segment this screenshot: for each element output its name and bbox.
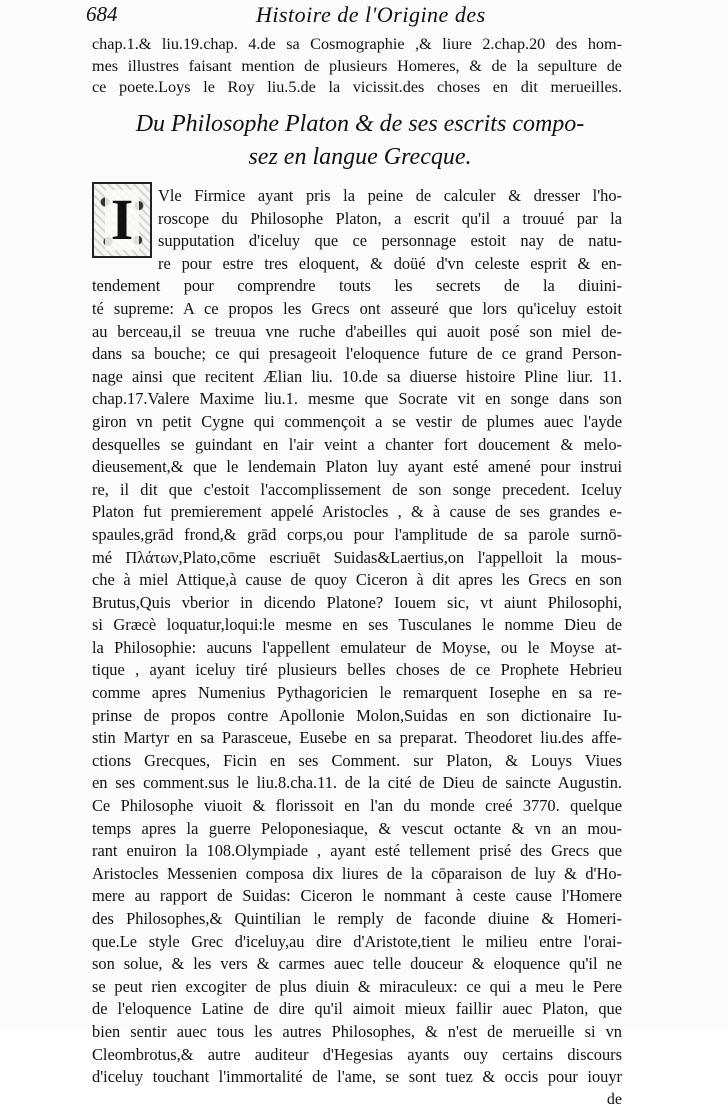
running-head: Histoire de l'Origine des xyxy=(256,2,486,27)
text-line: Brutus,Quis vberior in dicendo Platone? Iouem sic, vt aiunt Philosophi, xyxy=(92,592,622,612)
catchword: de xyxy=(606,1090,622,1108)
text-line: chap.17.Valere Maxime liu.1. mesme que Socrate vit en songe dans son xyxy=(92,389,622,409)
text-line: re, il dit que c'estoit l'accomplissement de son songe precedent. Iceluy xyxy=(92,479,622,499)
text-line: dieusement,& que le lendemain Platon luy ayant esté amené pour instrui xyxy=(92,457,622,477)
text-line: stin Martyr en sa Parasceue, Eusebe en sa preparat. Theodoret liu.des affe- xyxy=(92,728,622,748)
text-line: Vle Firmice ayant pris la peine de calculer & dresser l'ho- xyxy=(158,186,622,205)
section-heading xyxy=(130,108,590,174)
page-number: 684 xyxy=(86,2,118,26)
text-line: re pour estre tres eloquent, & doüé d'vn celeste esprit & en- xyxy=(158,253,622,273)
text-line: Ce Philosophe viuoit & florissoit en l'an du monde creé 3770. quelque xyxy=(92,796,622,816)
text-line: té supreme: A ce propos les Grecs ont asseuré que lors qu'iceluy estoit xyxy=(92,298,622,318)
text-line: desquelles se guindant en l'air veint a chanter fort doucement & melo- xyxy=(92,434,622,454)
text-line: tendement pour comprendre touts les secrets de la diuini- xyxy=(92,276,622,296)
text-line: bien sentir auec tous les autres Philosophes, & n'est de merueille si vn xyxy=(92,1021,622,1041)
text-line: roscope du Philosophe Platon, a escrit qu'il a trouué par la xyxy=(158,208,622,228)
text-line: la Philosophie: aucuns l'appellent emulateur de Moyse, ou le Moyse at- xyxy=(92,637,622,657)
section-heading-line-1: Du Philosophe Platon & de ses escrits compo- xyxy=(135,111,585,137)
text-line: si Græcè loquatur,loqui:le mesme en ses Tusculanes le nomme Dieu de xyxy=(92,615,622,635)
text-line: nage ainsi que recitent Ælian liu. 10.de sa diuerse histoire Pline liur. 11. xyxy=(92,366,622,386)
text-line: supputation d'iceluy que ce personnage estoit nay de natu- xyxy=(158,231,622,251)
body-paragraph xyxy=(92,185,622,1111)
page-header xyxy=(86,2,626,32)
text-line: son solue, & les vers & carmes auec telle douceur & eloquence qu'il ne xyxy=(92,954,622,974)
text-line: prinse de propos contre Apollonie Molon,Suidas en son dictionaire Iu- xyxy=(92,705,622,725)
carry-over-paragraph xyxy=(92,34,622,99)
text-line: che à miel Attique,à cause de quoy Ciceron à dit apres les Grecs en son xyxy=(92,570,622,590)
text-line: au berceau,il se treuua vne ruche d'abeilles qui auoit posé son miel de- xyxy=(92,321,622,341)
text-line: dans sa bouche; ce qui presageoit l'eloquence future de ce grand Person- xyxy=(92,344,622,364)
text-line: comme apres Numenius Pythagoricien le remarquent Iosephe en sa re- xyxy=(92,683,622,703)
text-line: de l'eloquence Latine de dire qu'il aimoit mieux faillir auec Platon, que xyxy=(92,999,622,1019)
text-line: rant enuiron la 108.Olympiade , ayant esté tellement prisé des Grecs que xyxy=(92,841,622,861)
text-line: giron vn petit Cygne qui commençoit a se vestir de plumes auec l'ayde xyxy=(92,411,622,431)
text-line: se peut rien excogiter de plus diuin & miraculeux: ce qui a meu le Pere xyxy=(92,976,622,996)
text-line: tique , ayant iceluy tiré plusieurs belles choses de ce Prophete Hebrieu xyxy=(92,660,622,680)
text-line: ctions Grecques, Ficin en ses Comment. sur Platon, & Louys Viues xyxy=(92,750,622,770)
text-line: mes illustres faisant mention de plusieurs Homeres, & de la sepulture de xyxy=(92,56,622,75)
text-line: que.Le style Grec d'iceluy,au dire d'Aristote,tient le milieu entre l'orai- xyxy=(92,931,622,951)
text-line: Aristocles Messenien composa dix liures de la cōparaison de luy & d'Ho- xyxy=(92,863,622,883)
text-line: chap.1.& liu.19.chap. 4.de sa Cosmographie ,& liure 2.chap.20 des hom- xyxy=(92,35,622,53)
text-line: spaules,grād frond,& grād corps,ou pour l'amplitude de sa parole surnō- xyxy=(92,524,622,544)
text-line: d'iceluy touchant l'immortalité de l'ame, se sont tuez & occis pour iouyr xyxy=(92,1067,622,1087)
text-line: Cleombrotus,& autre auditeur d'Hegesias ayants ouy certains discours xyxy=(92,1044,622,1064)
text-line: mere au rapport de Suidas: Ciceron le nommant à ceste cause l'Homere xyxy=(92,886,622,906)
text-line: des Philosophes,& Quintilian le remply de faconde diuine & Homeri- xyxy=(92,909,622,928)
section-heading-line-2: sez en langue Grecque. xyxy=(248,144,472,170)
text-line: en ses comment.sus le liu.8.cha.11. de la cité de Dieu de saincte Augustin. xyxy=(92,773,622,793)
text-line: ce poete.Loys le Roy liu.5.de la vicissit.des choses en dit merueilles. xyxy=(92,78,622,96)
text-line: Platon fut premierement appelé Aristocles , & à cause de ses grandes e- xyxy=(92,502,622,522)
drop-cap-letter: I xyxy=(105,190,140,250)
text-line: mé Πλάτων,Plato,cōme escriuēt Suidas&Laertius,on l'appelloit la mous- xyxy=(92,547,622,567)
text-line: temps apres la guerre Peloponesiaque, & vescut octante & vn an mou- xyxy=(92,818,622,838)
